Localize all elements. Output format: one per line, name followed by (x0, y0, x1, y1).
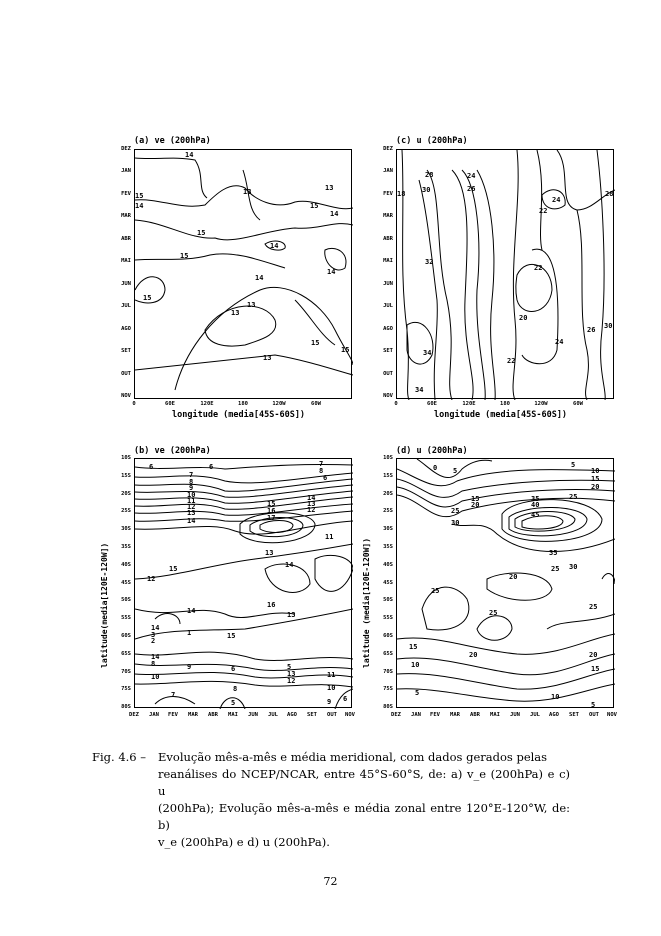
contour-label: 7 (189, 471, 194, 479)
caption-line: (200hPa); Evolução mês-a-mês e média zonal entre 120°E-120°W, de: b) (158, 801, 570, 832)
contour-label: 25 (431, 587, 440, 595)
y-tick: OUT (121, 371, 131, 377)
contour-label: 14 (285, 561, 294, 569)
x-tick: NOV (345, 712, 355, 718)
contour-label: 15 (180, 252, 189, 260)
contour-labels-a (135, 151, 349, 362)
x-tick: 0 (394, 401, 398, 407)
y-tick: 20S (121, 491, 131, 497)
contour-label: 0 (433, 464, 438, 472)
contour-label: 20 (591, 483, 600, 491)
contour-plot-d (396, 458, 614, 708)
y-tick: 55S (383, 615, 393, 621)
y-tick: 40S (121, 562, 131, 568)
y-tick: MAI (383, 258, 393, 264)
figure-number: Fig. 4.6 – (92, 750, 147, 764)
x-tick: DEZ (391, 712, 401, 718)
contour-label: 5 (415, 689, 420, 697)
contour-label: 14 (307, 494, 316, 502)
y-tick: SET (383, 348, 393, 354)
contour-label: 9 (189, 484, 194, 492)
contour-label: 28 (605, 190, 614, 198)
contour-label: 15 (227, 632, 236, 640)
contour-label: 15 (310, 202, 319, 210)
y-tick: MAR (121, 213, 131, 219)
contour-label: 15 (267, 500, 276, 508)
contour-label: 24 (552, 196, 561, 204)
contour-label: 24 (467, 172, 476, 180)
contour-label: 15 (341, 346, 350, 354)
panel-title: (c) u (200hPa) (396, 136, 468, 146)
y-tick: 20S (383, 491, 393, 497)
contour-label: 16 (267, 601, 276, 609)
x-axis-label: longitude (media[45S-60S]) (434, 410, 568, 420)
contour-label: 8 (151, 660, 156, 668)
x-tick: 180 (500, 401, 510, 407)
y-tick: 75S (121, 686, 131, 692)
contour-label: 5 (231, 699, 236, 707)
contour-label: 26 (467, 185, 476, 193)
x-tick: DEZ (129, 712, 139, 718)
y-tick: JUL (383, 303, 393, 309)
y-tick: 30S (121, 526, 131, 532)
x-tick: JUN (510, 712, 520, 718)
y-tick: MAI (121, 258, 131, 264)
contour-label: 10 (151, 673, 160, 681)
contour-label: 22 (507, 357, 516, 365)
contour-label: 8 (319, 467, 324, 475)
contour-label: 10 (411, 661, 420, 669)
x-tick: 60E (165, 401, 175, 407)
contour-label: 35 (531, 495, 540, 503)
contour-label: 13 (243, 188, 252, 196)
y-tick: 40S (383, 562, 393, 568)
y-tick: DEZ (121, 146, 131, 152)
y-tick: 70S (121, 669, 131, 675)
y-tick: JUN (383, 281, 393, 287)
contour-label: 30 (451, 519, 460, 527)
x-tick: 120E (462, 401, 476, 407)
contour-label: 20 (509, 573, 518, 581)
panel-title: (d) u (200hPa) (396, 446, 468, 456)
x-tick: 60W (311, 401, 321, 407)
y-tick: 45S (383, 580, 393, 586)
y-tick: SET (121, 348, 131, 354)
y-tick: 55S (121, 615, 131, 621)
contour-label: 13 (247, 301, 256, 309)
contour-lines-a (135, 150, 353, 400)
x-tick: NOV (607, 712, 617, 718)
contour-label: 25 (451, 507, 460, 515)
contour-label: 14 (185, 151, 194, 159)
x-tick: JAN (149, 712, 159, 718)
x-tick: SET (569, 712, 579, 718)
contour-label: 12 (287, 677, 296, 685)
contour-label: 15 (169, 565, 178, 573)
x-tick: SET (307, 712, 317, 718)
contour-label: 25 (569, 493, 578, 501)
x-tick: JUN (248, 712, 258, 718)
contour-label: 25 (589, 603, 598, 611)
y-tick: OUT (383, 371, 393, 377)
contour-label: 13 (287, 611, 296, 619)
x-tick: 120W (534, 401, 548, 407)
y-tick: FEV (383, 191, 393, 197)
contour-label: 6 (231, 665, 236, 673)
contour-label: 14 (151, 653, 160, 661)
contour-label: 35 (549, 549, 558, 557)
contour-label: 7 (171, 691, 176, 699)
contour-label: 5 (287, 663, 292, 671)
x-tick: 120W (272, 401, 286, 407)
y-tick: 25S (121, 508, 131, 514)
contour-label: 28 (425, 171, 434, 179)
contour-label: 18 (397, 190, 406, 198)
contour-label: 6 (323, 474, 328, 482)
y-tick: 80S (383, 704, 393, 710)
contour-label: 10 (327, 684, 336, 692)
x-axis-label: longitude (media[45S-60S]) (172, 410, 306, 420)
contour-label: 8 (233, 685, 238, 693)
page-number: 72 (323, 875, 338, 888)
contour-label: 20 (589, 651, 598, 659)
y-tick: 65S (121, 651, 131, 657)
contour-label: 40 (531, 501, 540, 509)
contour-label: 26 (587, 326, 596, 334)
contour-label: 14 (151, 624, 160, 632)
contour-label: 34 (423, 349, 432, 357)
y-tick: ABR (383, 236, 393, 242)
contour-label: 12 (307, 506, 316, 514)
contour-label: 13 (287, 670, 296, 678)
y-tick: JUL (121, 303, 131, 309)
x-tick: MAI (228, 712, 238, 718)
contour-label: 14 (255, 274, 264, 282)
contour-lines-c (397, 150, 615, 400)
contour-label: 14 (187, 517, 196, 525)
caption-line: v_e (200hPa) e d) u (200hPa). (158, 835, 330, 849)
y-tick: 30S (383, 526, 393, 532)
x-tick: FEV (430, 712, 440, 718)
contour-label: 34 (415, 386, 424, 394)
x-tick: OUT (327, 712, 337, 718)
x-tick: JUL (530, 712, 540, 718)
y-tick: AGO (121, 326, 131, 332)
contour-label: 15 (591, 475, 600, 483)
y-tick: 75S (383, 686, 393, 692)
contour-label: 5 (453, 467, 458, 475)
contour-label: 13 (187, 509, 196, 517)
contour-label: 13 (265, 549, 274, 557)
contour-label: 8 (189, 478, 194, 486)
contour-label: 6 (209, 463, 214, 471)
contour-label: 22 (534, 264, 543, 272)
contour-label: 45 (531, 511, 540, 519)
x-tick: 120E (200, 401, 214, 407)
contour-label: 13 (307, 500, 316, 508)
contour-plot-a (134, 149, 352, 399)
y-tick: 15S (383, 473, 393, 479)
contour-label: 11 (325, 533, 334, 541)
contour-label: 22 (539, 207, 548, 215)
x-tick: MAR (188, 712, 198, 718)
contour-label: 10 (551, 693, 560, 701)
contour-label: 30 (422, 186, 431, 194)
contour-label: 10 (187, 491, 196, 499)
contour-label: 5 (571, 461, 576, 469)
contour-label: 14 (270, 242, 279, 250)
x-tick: ABR (470, 712, 480, 718)
contour-label: 24 (555, 338, 564, 346)
contour-label: 17 (267, 514, 276, 522)
y-tick: DEZ (383, 146, 393, 152)
contour-label: 20 (469, 651, 478, 659)
contour-label: 14 (187, 607, 196, 615)
x-tick: ABR (208, 712, 218, 718)
contour-label: 15 (409, 643, 418, 651)
contour-label: 15 (143, 294, 152, 302)
contour-label: 13 (231, 309, 240, 317)
x-tick: MAI (490, 712, 500, 718)
y-tick: MAR (383, 213, 393, 219)
x-tick: AGO (287, 712, 297, 718)
contour-labels-c (397, 171, 613, 394)
contour-label: 6 (343, 695, 348, 703)
y-tick: 50S (383, 597, 393, 603)
contour-label: 2 (151, 637, 156, 645)
x-tick: JAN (411, 712, 421, 718)
caption-line: Evolução mês-a-mês e média meridional, com dados gerados pelas (158, 750, 548, 764)
contour-label: 15 (471, 495, 480, 503)
y-axis-label: latitude (media[120E-120W]) (362, 537, 371, 668)
y-tick: 10S (121, 455, 131, 461)
contour-label: 30 (569, 563, 578, 571)
y-tick: JAN (121, 168, 131, 174)
contour-label: 11 (327, 671, 336, 679)
contour-label: 11 (187, 497, 196, 505)
contour-label: 20 (519, 314, 528, 322)
contour-lines-d (397, 459, 615, 709)
contour-label: 14 (135, 202, 144, 210)
x-tick: MAR (450, 712, 460, 718)
x-tick: 180 (238, 401, 248, 407)
contour-label: 14 (330, 210, 339, 218)
contour-label: 3 (151, 631, 156, 639)
y-tick: 35S (383, 544, 393, 550)
y-tick: FEV (121, 191, 131, 197)
caption-line: reanálises do NCEP/NCAR, entre 45°S-60°S, de: a) v_e (200hPa) e c) u (158, 767, 570, 798)
contour-label: 25 (551, 565, 560, 573)
caption-body (158, 749, 570, 851)
y-tick: ABR (121, 236, 131, 242)
x-tick: JUL (268, 712, 278, 718)
contour-label: 30 (604, 322, 613, 330)
contour-label: 25 (489, 609, 498, 617)
contour-label: 12 (147, 575, 156, 583)
y-tick: NOV (383, 393, 393, 399)
y-tick: 60S (121, 633, 131, 639)
y-tick: 35S (121, 544, 131, 550)
panel-title: (b) ve (200hPa) (134, 446, 211, 456)
y-tick: 80S (121, 704, 131, 710)
contour-label: 5 (591, 701, 596, 709)
contour-lines-b (135, 459, 353, 709)
y-tick: 70S (383, 669, 393, 675)
x-tick: OUT (589, 712, 599, 718)
contour-label: 14 (327, 268, 336, 276)
y-tick: JUN (121, 281, 131, 287)
contour-label: 15 (591, 665, 600, 673)
y-tick: AGO (383, 326, 393, 332)
contour-label: 16 (267, 507, 276, 515)
contour-label: 13 (325, 184, 334, 192)
contour-plot-b (134, 458, 352, 708)
x-tick: 60E (427, 401, 437, 407)
y-axis-label: latitude(media[120E-120W]) (100, 542, 109, 668)
contour-label: 12 (187, 503, 196, 511)
y-tick: 45S (121, 580, 131, 586)
x-tick: 60W (573, 401, 583, 407)
contour-label: 7 (319, 460, 324, 468)
contour-label: 9 (187, 663, 192, 671)
contour-label: 15 (197, 229, 206, 237)
y-tick: 15S (121, 473, 131, 479)
x-tick: AGO (549, 712, 559, 718)
y-tick: JAN (383, 168, 393, 174)
contour-label: 20 (471, 501, 480, 509)
contour-label: 6 (149, 463, 154, 471)
contour-label: 32 (425, 258, 434, 266)
contour-label: 9 (327, 698, 332, 706)
y-tick: NOV (121, 393, 131, 399)
y-tick: 60S (383, 633, 393, 639)
contour-plot-c (396, 149, 614, 399)
panel-title: (a) ve (200hPa) (134, 136, 211, 146)
x-tick: FEV (168, 712, 178, 718)
contour-label: 13 (263, 354, 272, 362)
x-tick: 0 (132, 401, 136, 407)
y-tick: 50S (121, 597, 131, 603)
contour-label: 10 (591, 467, 600, 475)
contour-label: 1 (187, 629, 192, 637)
y-tick: 25S (383, 508, 393, 514)
y-tick: 65S (383, 651, 393, 657)
contour-label: 15 (311, 339, 320, 347)
y-tick: 10S (383, 455, 393, 461)
contour-label: 15 (135, 192, 144, 200)
